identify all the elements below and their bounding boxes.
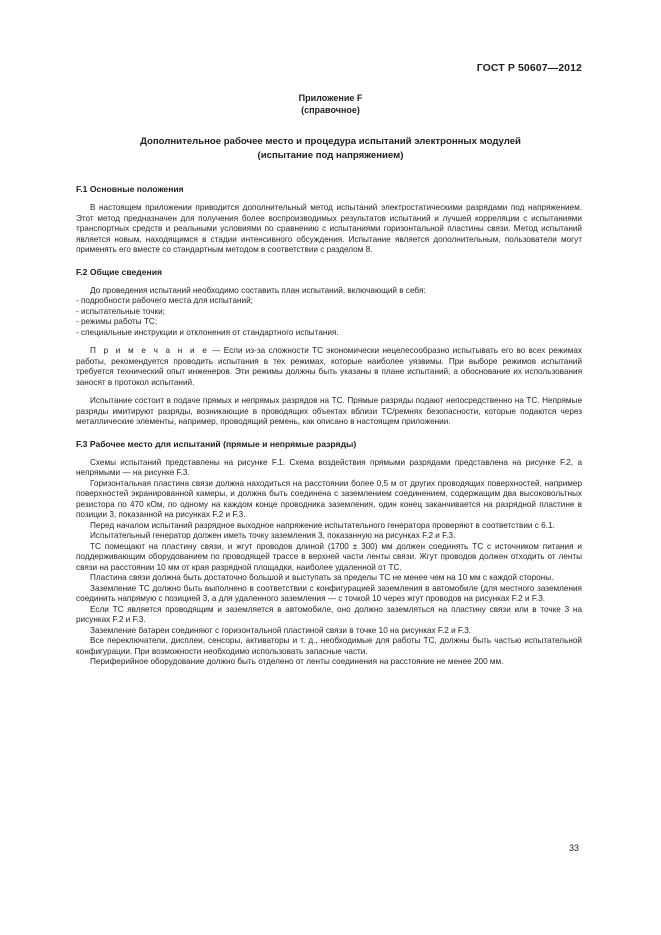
standard-code: ГОСТ Р 50607—2012 [476,62,582,74]
list-item: - подробности рабочего места для испытаний; [76,296,253,305]
list-item: - специальные инструкции и отклонения от стандартного испытания. [76,327,339,337]
section-f3-paragraph: Периферийное оборудование должно быть отделено от ленты соединения на расстояние не менее 200 мм. [90,657,504,666]
list-item: - режимы работы ТС; [76,317,158,326]
section-f3-paragraph: Схемы испытаний представлены на рисунке F.1. Схема воздействия прямыми разрядами представлена на рисунке F.2, а непрямыми — на рисунке F.3. [76,457,582,477]
section-f3-heading: F.3 Рабочее место для испытаний (прямые и непрямые разряды) [76,438,357,449]
section-f3-paragraph: Испытательный генератор должен иметь точку заземления 3, показанную на рисунках F.2 и F.3. [90,531,456,540]
section-f3-paragraph: Перед началом испытаний разрядное выходное напряжение испытательного генератора проверяют в соответствии с 6.1. [90,520,555,530]
test-plan-list [76,296,582,338]
appendix-note: (справочное) [301,105,360,115]
note-text: — Если из-за сложности ТС экономически нецелесообразно испытывать его во всех режимах работы, рекомендуется проводить испытания в тех режимах, которые наиболее уязвимы. При выборе режимов испытаний требуется технический опыт инженеров. Эти режимы должны быть указаны в плане испытаний, а обоснование их использования заносят в протокол испытаний. [76,346,582,387]
note-label: П р и м е ч а н и е [90,346,209,355]
section-f3-paragraph: Все переключатели, дисплеи, сенсоры, активаторы и т. д., необходимые для работы ТС, должны быть частью испытательной конфигурации. При возможности необходимо использовать запасные части. [76,636,582,656]
section-f3-paragraph: Пластина связи должна быть достаточно большой и выступать за пределы ТС не менее чем на 10 мм с каждой стороны. [90,573,554,582]
document-body [76,184,582,668]
section-f2-note [76,346,582,388]
appendix-title [0,135,661,163]
section-f2-paragraph: Испытание состоит в подаче прямых и непрямых разрядов на ТС. Прямые разряды подают непосредственно на ТС. Непрямые разряды имитируют разряды, возникающие в проводящих объектах вблизи ТС/ремнях безопасности, которые подаются через металлические элементы, например, проводящий ремень, как описано в настоящем приложении. [76,396,582,426]
section-f3-paragraph: Заземление батареи соединяют с горизонтальной пластиной связи в точке 10 на рисунках F.2 и F.3. [90,625,472,635]
section-f1-heading: F.1 Основные положения [76,184,184,194]
section-f3 [76,439,582,668]
section-f1 [76,184,582,256]
list-item: - испытательные точки; [76,306,165,316]
section-f3-paragraph: Заземление ТС должно быть выполнено в соответствии с конфигурацией заземления в автомобиле (для местного заземления соединить напрямую с позицией 3, а для удаленного заземления — с точкой 10 через жгут проводов на рисунках F.2 и F.3. [76,583,582,603]
section-f3-paragraph: ТС помещают на пластину связи, и жгут проводов длиной (1700 ± 300) мм должен соединять ТС с источником питания и поддерживающим оборудованием по проводящей трассе в верхней части ленты связи. Жгут проводов должен отходить от ленты связи на расстоянии 10 мм от края разрядной площадки, наиболее удаленной от ТС. [76,541,582,572]
section-f3-paragraph: Горизонтальная пластина связи должна находиться на расстоянии более 0,5 м от других проводящих поверхностей, например поверхностей экранированной камеры, и должна быть соединена с заземлением соединением, содержащим два высоковольтных резистора по 470 кОм, по одному на каждом конце проводника заземления, один конец заканчивается на разрядной пластине в позиции 3, показанной на рисунках F.2 и F.3. [76,478,582,519]
section-f2-heading: F.2 Общие сведения [76,266,162,277]
section-f2-intro: До проведения испытаний необходимо составить план испытаний, включающий в себя: [90,285,426,295]
section-f1-paragraph: В настоящем приложении приводится дополнительный метод испытаний электростатическими разрядами под напряжением. Этот метод предназначен для получения более воспроизводимых результатов испытаний и лучшей корреляции с испытаниями транспортных средств и реальными условиями по сравнению с испытаниями горизонтальной пластины связи. Метод испытаний является новым, находящимся в стадии интенсивного обсуждения. Испытание является дополнительным, пользователи могут применять его вместе со стандартным методом в соответствии с разделом 8. [76,203,582,254]
appendix-label: Приложение F [298,93,363,103]
appendix-title-line2: (испытание под напряжением) [257,150,404,161]
appendix-heading [0,92,661,116]
section-f2 [76,267,582,428]
section-f3-paragraph: Если ТС является проводящим и заземляется в автомобиле, оно должно заземляться на пластину связи или в точке 3 на рисунках F.2 и F.3. [76,604,582,624]
appendix-title-line1: Дополнительное рабочее место и процедура испытаний электронных модулей [140,136,521,147]
page-number: 33 [568,843,579,853]
